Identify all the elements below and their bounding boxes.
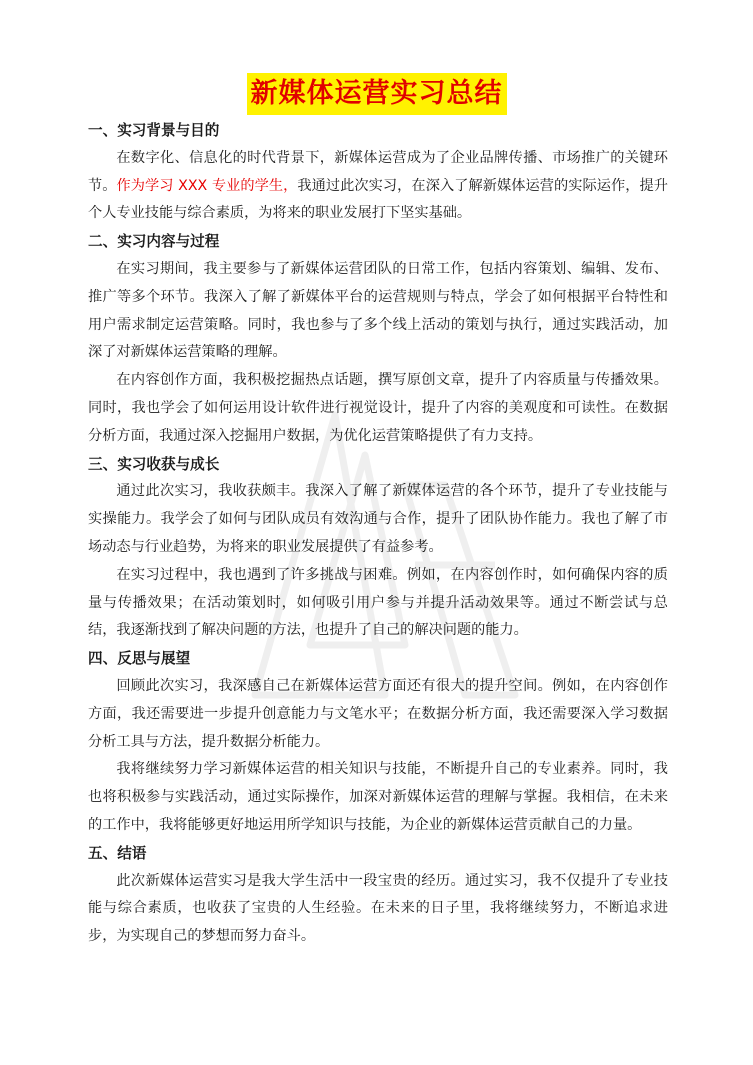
section-heading-4: 四、反思与展望 (88, 650, 191, 668)
section-heading-3: 三、实习收获与成长 (88, 455, 220, 473)
section-4-paragraph-2: 我将继续努力学习新媒体运营的相关知识与技能，不断提升自己的专业素养。同时，我也将积极参与实践活动，通过实际操作，加深对新媒体运营的理解与掌握。我相信，在未来的工作中，我将能够更好地运用所学知识与技能，为企业的新媒体运营贡献自己的力量。 (88, 761, 668, 833)
section-heading-1: 一、实习背景与目的 (88, 122, 220, 139)
section-5-paragraph-1: 此次新媒体运营实习是我大学生活中一段宝贵的经历。通过实习，我不仅提升了专业技能与综合素质，也收获了宝贵的人生经验。在未来的日子里，我将继续努力，不断追求进步，为实现自己的梦想而努力奋斗。 (88, 872, 668, 945)
document-title: 新媒体运营实习总结 (247, 73, 507, 115)
paragraph-text: 我通过此次实习，在深入了解新媒体运营的实际运作，提升个人专业技能与综合素质，为将来的职业发展打下坚实基础。 (88, 177, 668, 222)
section-heading-5: 五、结语 (88, 844, 147, 862)
section-1-paragraph-1 (88, 145, 668, 228)
section-3-paragraph-1: 通过此次实习，我收获颇丰。我深入了解了新媒体运营的各个环节，提升了专业技能与实操能力。我学会了如何与团队成员有效沟通与合作，提升了团队协作能力。我也了解了市场动态与行业趋势，为将来的职业发展提供了有益参考。 (88, 483, 668, 555)
highlighted-text: 作为学习 XXX 专业的学生， (116, 177, 298, 194)
document-body (88, 117, 668, 951)
section-2-paragraph-1: 在实习期间，我主要参与了新媒体运营团队的日常工作，包括内容策划、编辑、发布、推广等多个环节。我深入了解了新媒体平台的运营规则与特点，学会了如何根据平台特性和用户需求制定运营策略。同时，我也参与了多个线上活动的策划与执行，通过实践活动，加深了对新媒体运营策略的理解。 (88, 260, 668, 361)
section-4-paragraph-1: 回顾此次实习，我深感自己在新媒体运营方面还有很大的提升空间。例如，在内容创作方面，我还需要进一步提升创意能力与文笔水平；在数据分析方面，我还需要深入学习数据分析工具与方法，提升数据分析能力。 (88, 677, 668, 750)
title-block (0, 73, 753, 115)
section-2-paragraph-2: 在内容创作方面，我积极挖掘热点话题，撰写原创文章，提升了内容质量与传播效果。同时，我也学会了如何运用设计软件进行视觉设计，提升了内容的美观度和可读性。在数据分析方面，我通过深入挖掘用户数据，为优化运营策略提供了有力支持。 (88, 372, 668, 444)
section-3-paragraph-2: 在实习过程中，我也遇到了许多挑战与困难。例如，在内容创作时，如何确保内容的质量与传播效果；在活动策划时，如何吸引用户参与并提升活动效果等。通过不断尝试与总结，我逐渐找到了解决问题的方法，也提升了自己的解决问题的能力。 (88, 566, 668, 639)
section-heading-2: 二、实习内容与过程 (88, 233, 220, 251)
paragraph-text: 在数字化、信息化的时代背景下，新媒体运营成为了企业品牌传播、市场推广的关键环节。 (88, 149, 668, 194)
